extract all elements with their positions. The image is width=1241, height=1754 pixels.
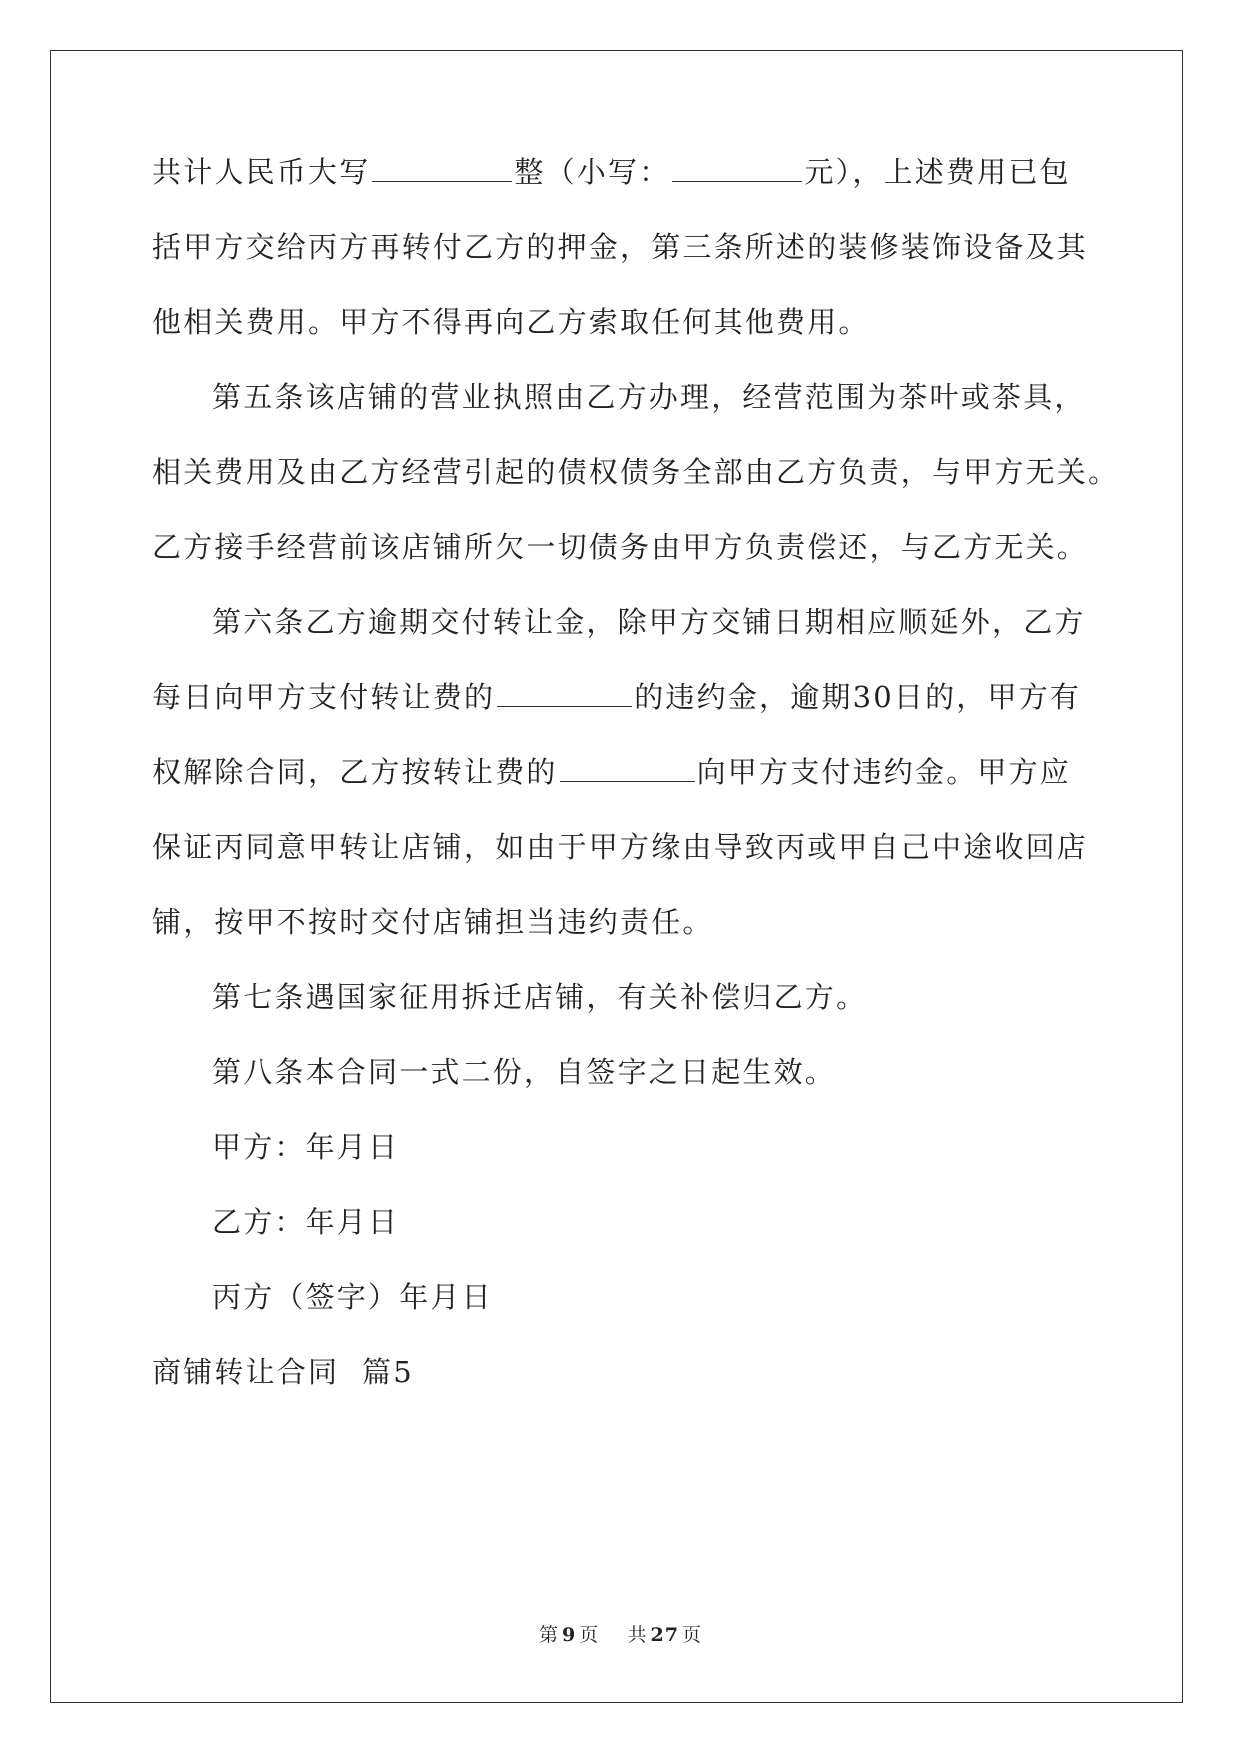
fill-in-blank xyxy=(497,680,632,707)
paragraph-article-8: 第八条本合同一式二份，自签字之日起生效。 xyxy=(212,1055,837,1089)
paragraph-article-7: 第七条遇国家征用拆迁店铺，有关补偿归乙方。 xyxy=(212,980,868,1014)
footer-page-suffix: 页 xyxy=(579,1624,600,1646)
signature-party-b: 乙方：年月日 xyxy=(212,1205,400,1239)
text-line-6: 乙方接手经营前该店铺所欠一切债务由甲方负责偿还，与乙方无关。 xyxy=(152,530,1089,564)
text-line-11: 铺，按甲不按时交付店铺担当违约责任。 xyxy=(152,905,714,939)
fill-in-blank xyxy=(560,755,695,782)
signature-party-c: 丙方（签字）年月日 xyxy=(212,1280,493,1314)
text-line-10: 保证丙同意甲转让店铺，如由于甲方缘由导致丙或甲自己中途收回店 xyxy=(152,830,1089,864)
text-segment: 每日向甲方支付转让费的 xyxy=(152,680,496,714)
footer-total-prefix: 共 xyxy=(627,1624,648,1646)
footer-page-prefix: 第 xyxy=(539,1624,560,1646)
footer-page-number: 9 xyxy=(562,1624,577,1646)
footer-total-pages: 27 xyxy=(650,1624,679,1646)
footer-total-suffix: 页 xyxy=(681,1624,702,1646)
page-border xyxy=(50,50,1183,1703)
text-line-9 xyxy=(152,752,1071,792)
page-footer xyxy=(0,1620,1241,1647)
text-segment: 元），上述费用已包 xyxy=(804,155,1071,189)
fill-in-blank xyxy=(372,155,512,182)
text-segment: 共计人民币大写 xyxy=(152,155,371,189)
section-heading: 商铺转让合同 篇5 xyxy=(152,1355,414,1389)
fill-in-blank xyxy=(672,155,802,182)
paragraph-article-5: 第五条该店铺的营业执照由乙方办理，经营范围为茶叶或茶具， xyxy=(212,380,1086,414)
text-line-1 xyxy=(152,152,1071,192)
text-line-5: 相关费用及由乙方经营引起的债权债务全部由乙方负责，与甲方无关。 xyxy=(152,455,1120,489)
text-segment: 向甲方支付违约金。甲方应 xyxy=(696,755,1072,789)
text-segment: 的违约金，逾期30日的，甲方有 xyxy=(634,680,1082,714)
signature-party-a: 甲方：年月日 xyxy=(212,1130,400,1164)
text-line-2: 括甲方交给丙方再转付乙方的押金，第三条所述的装修装饰设备及其 xyxy=(152,230,1089,264)
text-line-3: 他相关费用。甲方不得再向乙方索取任何其他费用。 xyxy=(152,305,870,339)
text-segment: 权解除合同，乙方按转让费的 xyxy=(152,755,558,789)
text-line-8 xyxy=(152,677,1081,717)
text-segment: 整（小写： xyxy=(514,155,671,189)
paragraph-article-6: 第六条乙方逾期交付转让金，除甲方交铺日期相应顺延外，乙方 xyxy=(212,605,1086,639)
